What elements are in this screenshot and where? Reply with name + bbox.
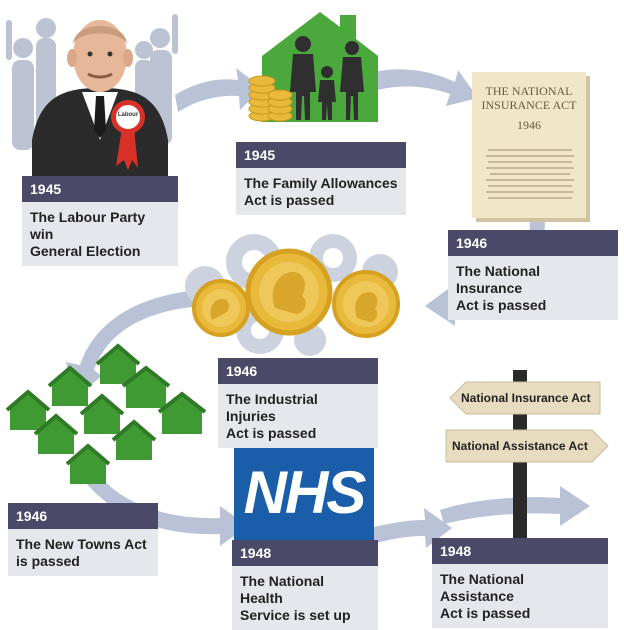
arrow-labour-to-allowances <box>175 68 262 112</box>
event-description-line: Act is passed <box>244 192 335 208</box>
event-year: 1946 <box>218 358 378 384</box>
event-description <box>448 256 618 320</box>
event-description-line: The Family Allowances <box>244 175 398 191</box>
event-year: 1948 <box>232 540 378 566</box>
event-card-national-assistance <box>432 538 608 628</box>
event-year: 1946 <box>448 230 618 256</box>
event-description-line: The National Assistance <box>440 571 525 604</box>
arrow-allowances-to-insurance <box>375 69 478 106</box>
event-description-line: The National Insurance <box>456 263 541 296</box>
event-description-line: General Election <box>30 243 141 259</box>
event-description-line: Service is set up <box>240 607 351 623</box>
event-card-new-towns <box>8 503 158 576</box>
document-title-line2: INSURANCE ACT <box>481 98 577 112</box>
event-description <box>8 529 158 576</box>
event-card-national-insurance <box>448 230 618 320</box>
rosette-label: Labour <box>117 112 139 118</box>
signpost-lower-label: National Assistance Act <box>452 439 588 453</box>
nhs-logo-text: NHS <box>243 459 365 526</box>
document-year: 1946 <box>517 118 541 132</box>
event-year: 1946 <box>8 503 158 529</box>
document-title-line1: THE NATIONAL <box>485 84 573 98</box>
event-description-line: is passed <box>16 553 80 569</box>
event-description-line: Act is passed <box>226 425 317 441</box>
event-card-family-allowances <box>236 142 406 215</box>
house-icon <box>7 392 49 430</box>
event-description <box>232 566 378 630</box>
signpost-upper-label: National Insurance Act <box>461 391 591 405</box>
event-year: 1948 <box>432 538 608 564</box>
event-year: 1945 <box>22 176 178 202</box>
event-description-line: The New Towns Act <box>16 536 147 552</box>
event-description-line: Act is passed <box>456 297 547 313</box>
event-description-line: Act is passed <box>440 605 531 621</box>
event-description-line: The Labour Party win <box>30 209 146 242</box>
event-description <box>432 564 608 628</box>
new-town-houses <box>7 346 205 484</box>
event-description <box>236 168 406 215</box>
event-card-nhs <box>232 540 378 630</box>
event-card-labour-election <box>22 176 178 266</box>
event-card-industrial-injuries <box>218 358 378 448</box>
event-description-line: The National Health <box>240 573 325 606</box>
event-description-line: The Industrial Injuries <box>226 391 318 424</box>
event-year: 1945 <box>236 142 406 168</box>
event-description <box>218 384 378 448</box>
event-description <box>22 202 178 266</box>
